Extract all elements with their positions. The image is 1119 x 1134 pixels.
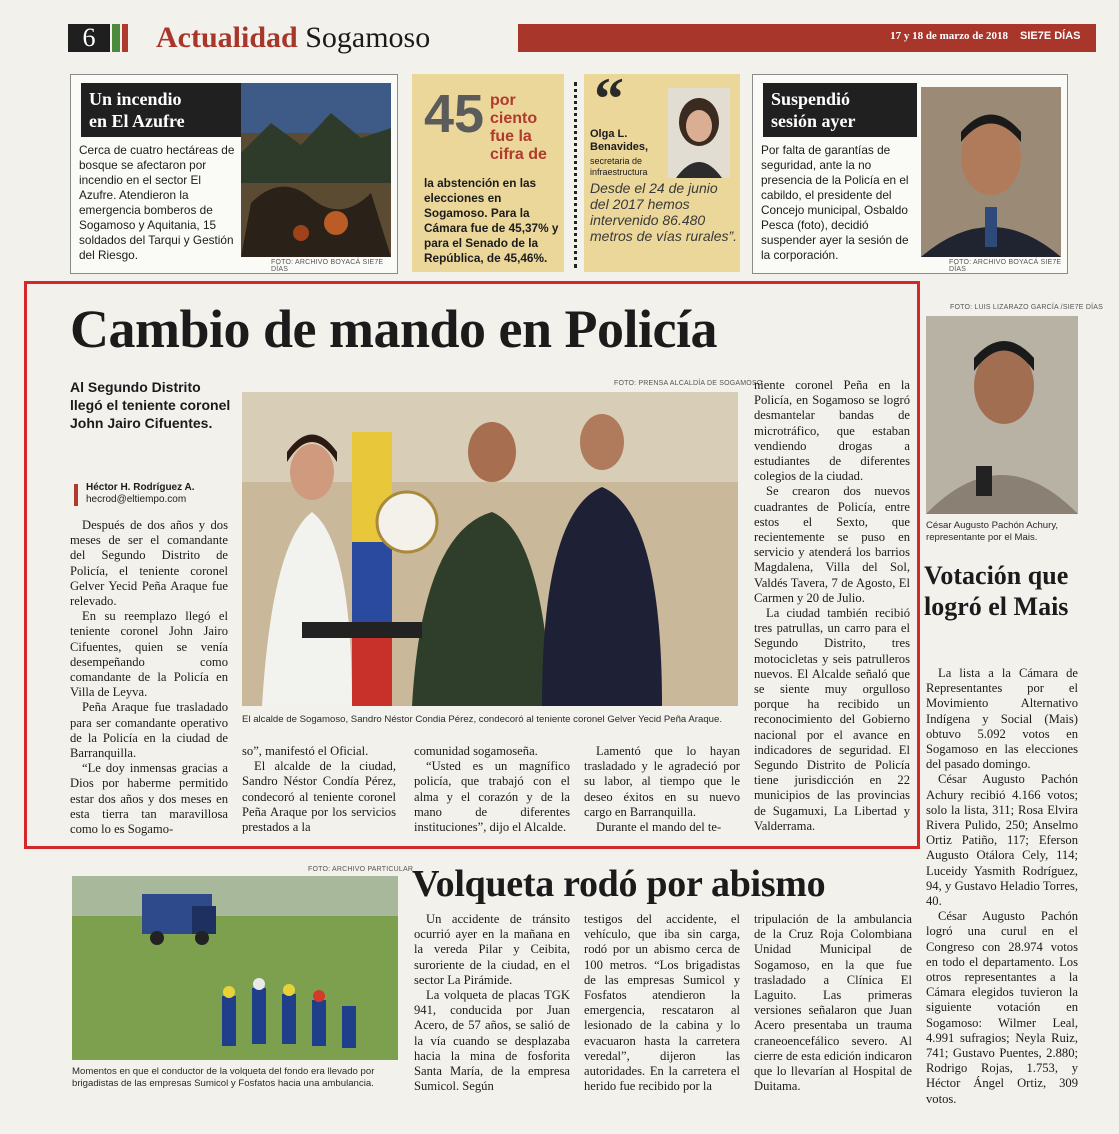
brief-divider-dots bbox=[574, 82, 577, 268]
quote-name: Olga L. Benavides, bbox=[590, 128, 649, 153]
main-col2-p1: so”, manifestó el Oficial. bbox=[242, 744, 369, 758]
side-photo-credit: FOTO: LUIS LIZARAZO GARCÍA /SIE7E DÍAS bbox=[950, 304, 1103, 311]
forest-fire-photo-icon bbox=[241, 83, 391, 257]
side-body-p3: César Augusto Pachón logró una curul en el Congreso con 28.974 votos en todo el departamento. Los otros representantes a la Cámara elegidos tuvieron la siguiente votación en Sogamoso: Wilmer Leal, 4.991 sufragios; Neyla Ruiz, 741; Gustavo Puentes, 2.880; Rodrigo Rojas, 1.753, y Héctor Ángel Ortiz, 309 votos. bbox=[926, 909, 1078, 1106]
man-portrait-icon bbox=[921, 87, 1061, 257]
brief-session-title-box bbox=[763, 83, 917, 137]
main-col1-p2: En su reemplazo llegó el teniente coronel John Jairo Cifuentes, quien se venía desempeñando como comandante de la Policía en Villa de Leyva. bbox=[70, 609, 228, 700]
truck-col-1 bbox=[414, 912, 570, 1094]
main-col5-p1: niente coronel Peña en la Policía, en Sogamoso se logró desmantelar bandas de microtráfico, que estaban vendiendo drogas a estudiantes de diferentes colegios de la ciudad. bbox=[754, 378, 910, 484]
truck-col1-p1: Un accidente de tránsito ocurrió ayer en la mañana en la vereda Pilar y Ceibita, suroriente de la ciudad, en el sector La Pirámide. bbox=[414, 912, 570, 987]
candidate-portrait-icon bbox=[926, 316, 1078, 514]
truck-headline: Volqueta rodó por abismo bbox=[412, 863, 826, 905]
quote-mark-icon: “ bbox=[594, 66, 624, 132]
quote-text: Desde el 24 de junio del 2017 hemos intervenido 86.480 metros de vías rurales”. bbox=[590, 180, 738, 244]
page-number: 6 bbox=[82, 23, 96, 52]
main-col3-p1: comunidad sogamoseña. bbox=[414, 744, 538, 758]
main-col1-p1: Después de dos años y dos meses de ser el comandante del Segundo Distrito de Policía, el teniente coronel Gelver Yecid Peña Araque fue relevado. bbox=[70, 518, 228, 609]
main-col-4 bbox=[584, 744, 740, 835]
section-title: Actualidad bbox=[156, 21, 298, 54]
main-col4-p2: Durante el mando del te- bbox=[596, 820, 722, 835]
ceremony-photo-icon bbox=[242, 392, 738, 706]
brief-fire-photo bbox=[241, 83, 391, 257]
woman-portrait-icon bbox=[668, 88, 730, 178]
main-col5-p2: Se crearon dos nuevos cuadrantes de Policía, entre estos el Sexto, que recientemente se puso en servicio y atenderá los barrios Magdalena, Villa del Sol, Valdés Tavera, 7 de Agosto, El Carmen y 20 de Julio. bbox=[754, 484, 910, 605]
brief-session-credit: FOTO: ARCHIVO BOYACÁ SIE7E DÍAS bbox=[949, 259, 1062, 273]
main-photo bbox=[242, 392, 738, 706]
main-col1-p3: Peña Araque fue trasladado para ser comandante operativo de la Policía en la ciudad de Barranquilla. bbox=[70, 700, 228, 761]
abstention-body: la abstención en las elecciones en Sogamoso. Para la Cámara fue de 45,37% y para el Senado de la República, de 45,46%. bbox=[424, 176, 559, 265]
quote-portrait bbox=[668, 88, 730, 178]
side-body bbox=[926, 666, 1078, 1107]
brief-session bbox=[752, 74, 1068, 274]
truck-photo bbox=[72, 876, 398, 1060]
author-email: hecrod@eltiempo.com bbox=[86, 494, 187, 505]
brief-fire-title-1: Un incendio bbox=[89, 89, 182, 109]
brief-fire bbox=[70, 74, 398, 274]
main-col-3 bbox=[414, 744, 570, 835]
side-headline: Votación que logró el Mais bbox=[924, 561, 1069, 621]
main-col-2 bbox=[242, 744, 396, 835]
city-title: Sogamoso bbox=[305, 21, 431, 54]
abstention-label: por ciento fue la cifra de bbox=[490, 92, 547, 163]
truck-col-2 bbox=[584, 912, 740, 1094]
brief-fire-body: Cerca de cuatro hectáreas de bosque se afectaron por incendio en el sector El Azufre. Atendieron la emergencia bomberos de Sogamoso y Aquitania, 15 soldados del Tarqui y Gestión del Riesgo. bbox=[79, 143, 235, 262]
truck-col1-p2: La volqueta de placas TGK 941, conducida por Juan Acero, de 57 años, se salió de la vía cuando se desplazaba hacia la mina de fosforita Santa María, de la empresa Sumicol. Según bbox=[414, 988, 570, 1094]
main-col4-p1: Lamentó que lo hayan trasladado y le agradeció por su labor, al tiempo que le deseo éxitos en su nuevo cargo en Barranquilla. bbox=[584, 744, 740, 819]
quote-role: secretaria de infraestructura bbox=[590, 156, 648, 177]
brief-quote bbox=[584, 66, 740, 272]
truck-photo-caption: Momentos en que el conductor de la volqueta del fondo era llevado por brigadistas de las empresas Sumicol y Fosfatos hacia una ambulancia. bbox=[72, 1066, 375, 1089]
main-col-1 bbox=[70, 518, 228, 837]
brief-session-body: Por falta de garantías de seguridad, ante la no presencia de la Policía en el cabildo, el presidente del Concejo municipal, Osbaldo Pesca (foto), decidió suspender ayer la sesión de la corporación. bbox=[761, 143, 909, 262]
main-col2-p2: El alcalde de la ciudad, Sandro Néstor Condía Pérez, condecoró al teniente coronel Peña Araque por los servicios prestados a la bbox=[242, 759, 396, 835]
abstention-number: 45 bbox=[424, 84, 485, 144]
main-col3-p2: “Usted es un magnífico policía, que trabajó con el alma y el corazón y de la mano de diferentes instituciones”, dijo el Alcalde. bbox=[414, 759, 570, 835]
truck-col-3 bbox=[754, 912, 912, 1094]
accident-rescue-photo-icon bbox=[72, 876, 398, 1060]
brief-fire-title-box bbox=[81, 83, 241, 137]
main-deck: Al Segundo Distrito llegó el teniente coronel John Jairo Cifuentes. bbox=[70, 379, 231, 431]
truck-photo-credit: FOTO: ARCHIVO PARTICULAR bbox=[308, 866, 414, 873]
header-accent-red bbox=[122, 24, 128, 52]
page-header bbox=[68, 22, 1096, 54]
brief-session-title-1: Suspendió bbox=[771, 89, 851, 109]
truck-col3-p1: tripulación de la ambulancia de la Cruz Roja Colombiana Unidad Municipal de Sogamoso, en la que fue trasladado a Clínica El Laguito. Las primeras versiones señalaron que Juan Acero presentaba un trauma craneoencefálico severo. Al cierre de esta edición indicaron que lo llevarían al Hospital de Duitama. bbox=[754, 912, 912, 1094]
brief-fire-title-2: en El Azufre bbox=[89, 111, 185, 131]
side-photo-caption: César Augusto Pachón Achury, representante por el Mais. bbox=[926, 520, 1059, 543]
brief-abstention bbox=[412, 74, 564, 272]
author-mark bbox=[74, 484, 78, 506]
brand-logo: SIE7E DÍAS bbox=[1020, 30, 1081, 42]
side-body-p1: La lista a la Cámara de Representantes por el Movimiento Alternativo Indígena y Social (Mais) obtuvo 5.092 votos en Sogamoso en las elecciones del pasado domingo. bbox=[926, 666, 1078, 772]
main-headline: Cambio de mando en Policía bbox=[70, 299, 718, 359]
main-col5-p3: La ciudad también recibió tres patrullas, un carro para el Segundo Distrito, tres motocicletas y seis patrulleros nuevos. El Alcalde señaló que se siente muy orgulloso porque ha recibido un reconocimiento del Gobierno nacional por el avance en indicadores de seguridad. El Segundo Distrito de Policía tiene jurisdicción en 22 municipios de las provincias de Sugamuxi, La Libertad y Valderrama. bbox=[754, 606, 910, 833]
brief-fire-credit: FOTO: ARCHIVO BOYACÁ SIE7E DÍAS bbox=[271, 259, 384, 273]
truck-col2-p1: testigos del accidente, el vehículo, que iba sin carga, rodó por un abismo cerca de 100 metros. “Los brigadistas de las empresas Sumicol y Fosfatos atendieron la emergencia, rescataron al lesionado de la cabina y lo evacuaron hasta la carretera veredal”, dijeron las autoridades. En la carretera el herido fue recibido por la bbox=[584, 912, 740, 1094]
main-col-5 bbox=[754, 378, 910, 834]
author-name: Héctor H. Rodríguez A. bbox=[86, 482, 195, 493]
main-photo-credit: FOTO: PRENSA ALCALDÍA DE SOGAMOSO bbox=[614, 380, 763, 387]
brief-session-photo bbox=[921, 87, 1061, 257]
header-accent-green bbox=[112, 24, 120, 52]
main-col1-p4: “Le doy inmensas gracias a Dios por haberme permitido estar dos años y dos meses en esta tierra tan maravillosa como lo es Sogamo- bbox=[70, 761, 228, 837]
side-body-p2: César Augusto Pachón Achury recibió 4.166 votos; solo la lista, 311; Rosa Elvira Rivera Pulido, 250; Anselmo Ortiz Patiño, 117; Eferson Augusto Otálora Cely, 114; Luceidy Yasmith Rodríguez, 94, y Gustavo Heladio Torres, 40. bbox=[926, 772, 1078, 909]
header-date: 17 y 18 de marzo de 2018 bbox=[890, 30, 1008, 42]
brief-session-title-2: sesión ayer bbox=[771, 111, 856, 131]
side-photo bbox=[926, 316, 1078, 514]
main-photo-caption: El alcalde de Sogamoso, Sandro Néstor Condia Pérez, condecoró al teniente coronel Gelver Yecid Peña Araque. bbox=[242, 714, 722, 725]
